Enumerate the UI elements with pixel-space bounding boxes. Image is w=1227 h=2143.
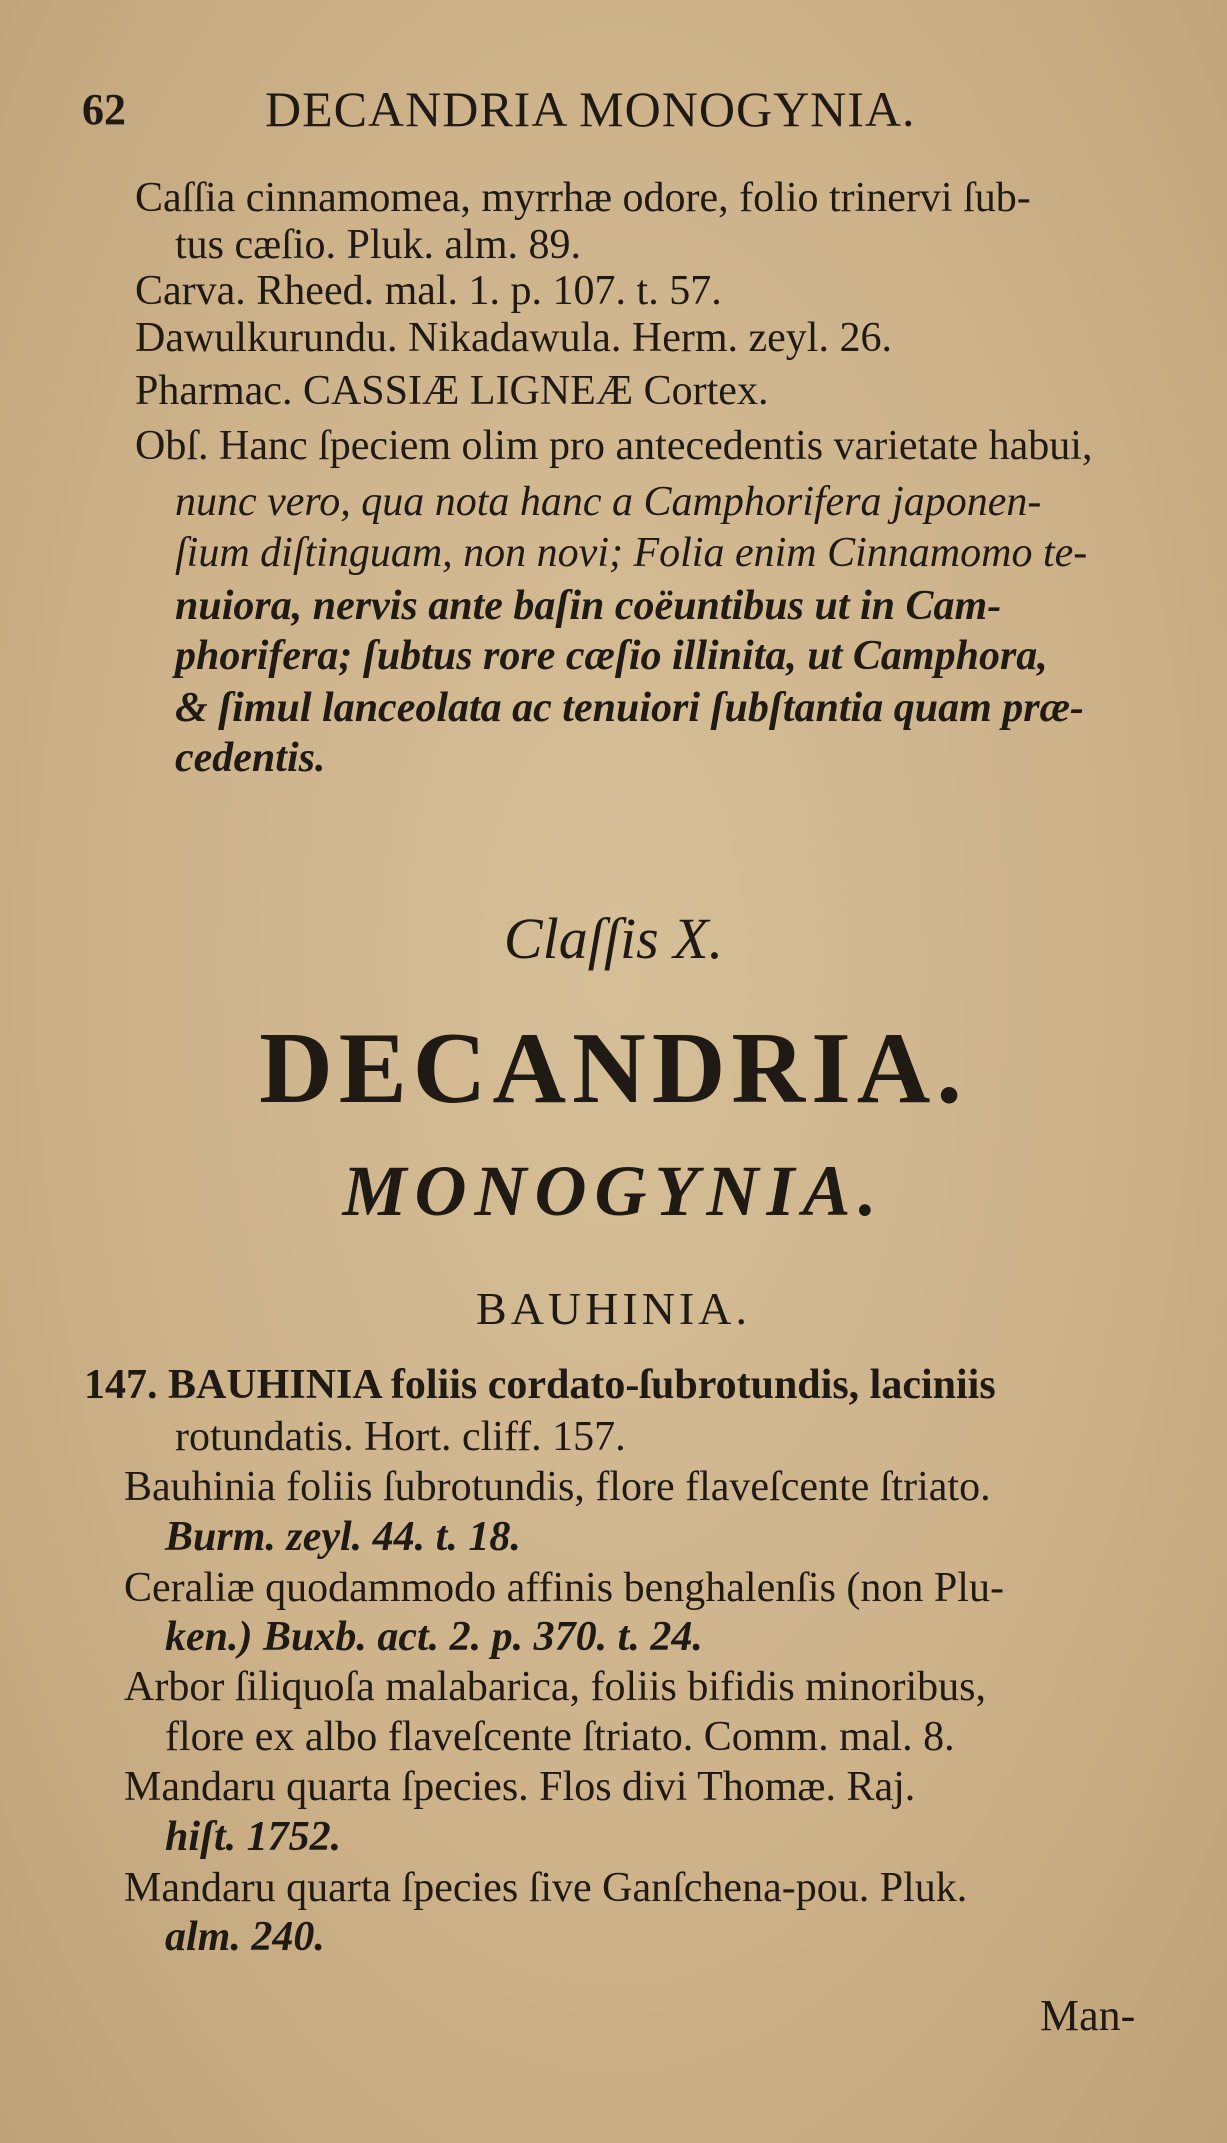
text-line: ſium diſtinguam, non novi; Folia enim Cinnamomo te- <box>175 530 1088 576</box>
text-line: Carva. Rheed. mal. 1. p. 107. t. 57. <box>135 268 722 314</box>
text-line: Burm. zeyl. 44. t. 18. <box>165 1514 521 1560</box>
class-name-heading: DECANDRIA. <box>259 1012 968 1125</box>
text-line: & ſimul lanceolata ac tenuiori ſubſtantia quam præ- <box>175 685 1084 731</box>
text-line: alm. 240. <box>165 1914 325 1960</box>
text-line: Dawulkurundu. Nikadawula. Herm. zeyl. 26. <box>135 315 892 361</box>
text-line: Ceraliæ quodammodo affinis benghalenſis (non Plu- <box>124 1565 1004 1611</box>
text-line: Obſ. Hanc ſpeciem olim pro antecedentis varietate habui, <box>135 423 1093 469</box>
text-line: Pharmac. CASSIÆ LIGNEÆ Cortex. <box>135 368 769 414</box>
class-label: Claſſis X. <box>503 906 724 971</box>
text-line: rotundatis. Hort. cliff. 157. <box>175 1414 626 1460</box>
text-line: nuiora, nervis ante baſin coëuntibus ut in Cam- <box>175 583 1002 629</box>
text-line: ken.) Buxb. act. 2. p. 370. t. 24. <box>165 1614 703 1660</box>
catchword: Man- <box>1040 1991 1136 2040</box>
running-title: DECANDRIA MONOGYNIA. <box>265 81 916 137</box>
text-line: phorifera; ſubtus rore cæſio illinita, ut Camphora, <box>175 633 1048 679</box>
text-line: tus cæſio. Pluk. alm. 89. <box>175 222 582 268</box>
text-line: Mandaru quarta ſpecies ſive Ganſchena-pou. Pluk. <box>124 1865 968 1911</box>
text-line: cedentis. <box>175 735 326 781</box>
text-line: 147. BAUHINIA foliis cordato-ſubrotundis, laciniis <box>84 1362 996 1408</box>
text-line: flore ex albo flaveſcente ſtriato. Comm. mal. 8. <box>165 1714 955 1760</box>
order-name-heading: MONOGYNIA. <box>342 1151 885 1231</box>
text-line: Arbor ſiliquoſa malabarica, foliis bifidis minoribus, <box>124 1664 987 1710</box>
text-line: Caſſia cinnamomea, myrrhæ odore, folio trinervi ſub- <box>135 175 1031 221</box>
text-line: hiſt. 1752. <box>165 1814 342 1860</box>
text-line: nunc vero, qua nota hanc a Camphorifera japonen- <box>175 479 1042 525</box>
genus-heading: BAUHINIA. <box>476 1283 751 1334</box>
page-number: 62 <box>82 85 126 134</box>
text-line: Mandaru quarta ſpecies. Flos divi Thomæ. Raj. <box>124 1764 916 1810</box>
text-line: Bauhinia foliis ſubrotundis, flore flaveſcente ſtriato. <box>124 1464 991 1510</box>
